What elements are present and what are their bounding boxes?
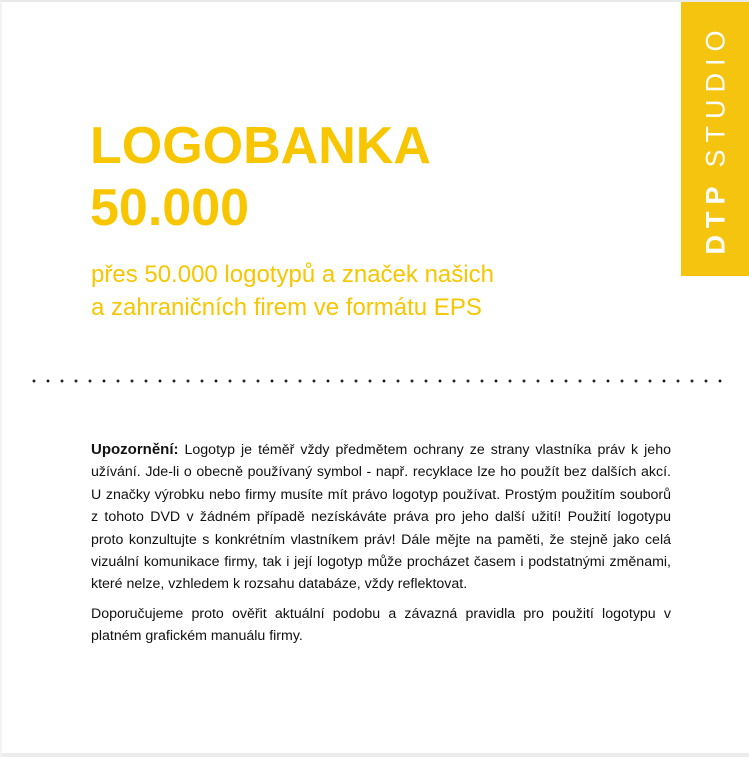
dotted-divider <box>27 378 727 384</box>
notice-block <box>91 439 671 648</box>
brand-name-strong: DTP <box>700 179 731 255</box>
page-subtitle <box>91 258 494 324</box>
notice-text-1: Logotyp je téměř vždy předmětem ochrany ze strany vlastníka práv k jeho užívání. Jde-li o obecně používaný symbol - např. recyklace lze ho použít bez dalších akcí. U značky výrobku nebo firmy musíte mít právo logotyp používat. Prostým použitím souborů z tohoto DVD v žádném případě nezískáváte práva pro jeho další užití! Použití logotypu proto konzultujte s konkrétním vlastníkem práv! Dále mějte na paměti, že stejně jako celá vizuální komunikace firmy, tak i její logotyp může procházet časem i podstatnými změnami, které nelze, vzhledem k rozsahu databáze, vždy reflektovat. <box>91 442 671 593</box>
notice-label: Upozornění: <box>91 441 179 458</box>
page-title <box>90 115 431 239</box>
title-line-2: 50.000 <box>90 179 250 237</box>
brand-logo <box>700 23 731 255</box>
notice-paragraph-1 <box>91 439 671 596</box>
title-line-1: LOGOBANKA <box>90 117 431 175</box>
bottom-border <box>2 753 749 757</box>
notice-paragraph-2 <box>91 603 671 648</box>
brand-name-light: STUDIO <box>700 23 731 168</box>
notice-text-2: Doporučujeme proto ověřit aktuální podobu a závazná pravidla pro použití logotypu v platném grafickém manuálu firmy. <box>91 605 671 645</box>
brand-tab <box>681 2 749 276</box>
subtitle-line-1: přes 50.000 logotypů a značek našich <box>91 261 494 288</box>
subtitle-line-2: a zahraničních firem ve formátu EPS <box>91 294 482 321</box>
